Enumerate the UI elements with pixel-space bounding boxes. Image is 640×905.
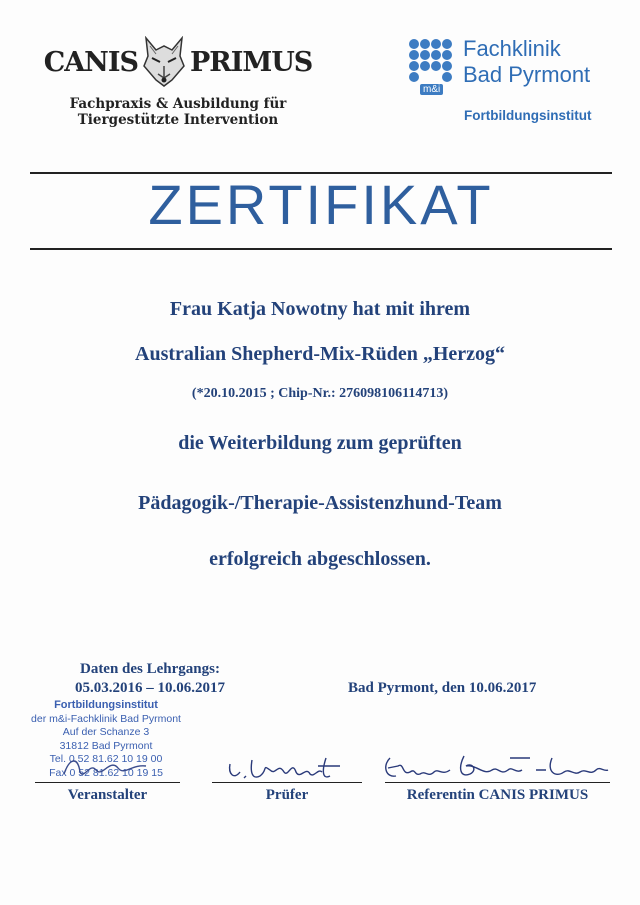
body-line-team: Pädagogik-/Therapie-Assistenzhund-Team xyxy=(138,492,502,514)
klinik-name-line2: Bad Pyrmont xyxy=(463,62,591,87)
pruefer-label: Prüfer xyxy=(265,787,309,803)
veranstalter-signature xyxy=(60,752,150,782)
pruefer-line xyxy=(212,782,362,783)
veranstalter-label: Veranstalter xyxy=(67,787,148,803)
veranstalter-line xyxy=(35,782,180,783)
canis-subtitle-2: Tiergestützte Intervention xyxy=(77,112,279,128)
place-date: Bad Pyrmont, den 10.06.2017 xyxy=(348,680,537,696)
canis-subtitle-1: Fachpraxis & Ausbildung für xyxy=(69,96,287,112)
logo-mi-label: m&i xyxy=(420,84,443,95)
canis-primus-logo xyxy=(18,36,338,128)
course-dates-label: Daten des Lehrgangs: xyxy=(79,661,220,677)
wolf-icon xyxy=(142,36,186,88)
pruefer-signature xyxy=(222,750,352,786)
body-line-chip: (*20.10.2015 ; Chip-Nr.: 276098106114713) xyxy=(191,386,449,401)
klinik-name-line1: Fachklinik xyxy=(463,36,561,61)
stamp-line-5: Tel. 0 52 81.62 10 19 00 xyxy=(49,753,163,765)
body-line-name: Frau Katja Nowotny hat mit ihrem xyxy=(169,298,471,320)
logo-word-primus: PRIMUS xyxy=(189,46,313,78)
logo-word-canis: CANIS xyxy=(43,46,138,78)
certificate-title: ZERTIFIKAT xyxy=(148,173,494,236)
stamp-line-2: der m&i-Fachklinik Bad Pyrmont xyxy=(31,712,181,725)
stamp-line-3: Auf der Schanze 3 xyxy=(62,726,150,738)
klinik-subtitle: Fortbildungsinstitut xyxy=(464,108,592,123)
stamp-line-1: Fortbildungsinstitut xyxy=(54,699,158,711)
body-line-training: die Weiterbildung zum geprüften xyxy=(178,432,462,454)
stamp-line-4: 31812 Bad Pyrmont xyxy=(59,739,153,752)
referentin-line xyxy=(385,782,610,783)
referentin-label: Referentin CANIS PRIMUS xyxy=(406,787,589,803)
title-rule-bottom xyxy=(30,248,612,250)
stamp-line-6: Fax 0 52 81.62 10 19 15 xyxy=(49,766,163,779)
body-line-dog: Australian Shepherd-Mix-Rüden „Herzog“ xyxy=(135,343,505,365)
body-line-completed: erfolgreich abgeschlossen. xyxy=(209,548,431,570)
course-dates-block xyxy=(40,660,260,698)
referentin-signature xyxy=(380,748,610,786)
course-dates-value: 05.03.2016 – 10.06.2017 xyxy=(75,680,225,696)
